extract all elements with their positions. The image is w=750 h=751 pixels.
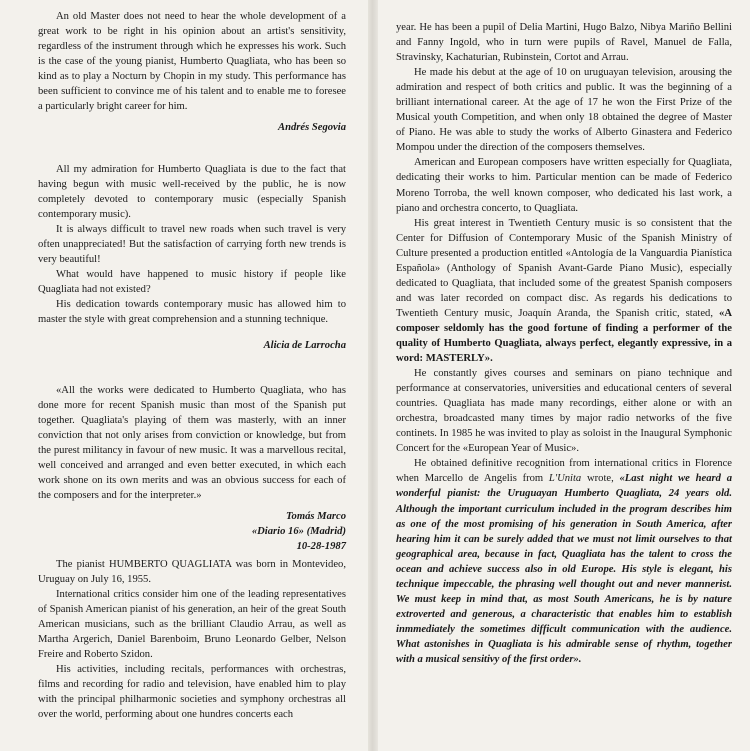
bio-paragraph-2: International critics consider him one of the leading representatives of Spanish American pianist of his generation, an heir of the great South American musicians, such as the brilliant Claudio Arrau, as well as Martha Argerich, Daniel Barenboim, Bruno Leonardo Gelber, Nelson Freire and Roberto Szidon. [38, 589, 346, 661]
florence-intro: He obtained definitive recognition from international critics in Florence when Marcello de Angelis from [396, 458, 732, 485]
segovia-signature: Andrés Segovia [278, 122, 346, 134]
bio-paragraph-composers: American and European composers have written especially for Quagliata, dedicating their works to him. Particular mention can be made of Federico Moreno Torroba, the well known composer, who dedicated his last work, a piano and orchestra concerto, to Quagliata. [396, 157, 732, 214]
page-gutter [368, 0, 378, 751]
bio-paragraph-1: The pianist HUMBERTO QUAGLIATA was born in Montevideo, Uruguay on July 16, 1955. [38, 559, 346, 586]
bio-paragraph-florence [396, 456, 732, 667]
florence-wrote: wrote, [581, 473, 620, 485]
biography-start [38, 557, 346, 723]
left-page [0, 0, 368, 751]
de-angelis-quote: «Last night we heard a wonderful pianist: the Uruguayan Humberto Quagliata, 24 years old. Although the important curriculum included in the program describes him as one of the most promising of his generation in South America, after hearing him it can be surely added that we must not limit ourselves to that geographical area, because in fact, Quagliata has the talent to cross the ocean and achieve success also in old Europe. His style is elegant, his technique impeccable, the phrasing well thought out and never mannerist. We must keep in mind that, as most South Americans, he is by nature extroverted and generous, a characteristic that enables him to establish inmmediately the sometimes difficult communication with the audience. What astonishes in Quagliata is his admirable sense of rhythm, together with a musical sensitivy of the first order». [396, 473, 732, 665]
aranda-quote: «A composer seldomly has the good fortune of finding a performer of the quality of Humberto Quagliata, always perfect, elegantly expressive, in a word: MASTERLY». [396, 307, 732, 365]
marco-text: «All the works were dedicated to Humberto Quagliata, who has done more for recent Spanish music than most of the Spanish put together. Quagliata's playing of them was masterly, with an inner conviction that not only arises from conviction or knowledge, but from the purest militancy in favour of new music. It was a marvellous recital, well conceived and arranged and even better executed, in which each work shone on its own merits and was an obvious success for each of the composers and for the interpreter.» [38, 385, 346, 502]
right-page [378, 0, 750, 751]
marco-signature-source: «Diario 16» (Madrid) [251, 526, 346, 538]
larrocha-quote [38, 162, 346, 353]
bio-paragraph-debut: He made his debut at the age of 10 on uruguayan television, arousing the admiration and respect of both critics and public. It was the beginning of a brilliant international career. At the age of 17 he won the First Prize of the Musical youth Competition, and when only 18 obtained the degree of Master of Piano. He was able to study the works of Alberto Ginastera and Federico Mompou under the direction of the composers themselves. [396, 67, 732, 154]
marco-quote [38, 383, 346, 554]
aranda-intro: His great interest in Twentieth Century music is so consistent that the Center for Diffusion of Contemporary Music of the Spanish Ministry of Culture presented a production entitled «Antología de la Vanguardia Pianística Española» (Anthology of Spanish Avant-Garde Piano Music), especially dedicated to Quagliata, that included some of the greatest Spanish composers and was later recorded on compact disc. As regards his dedications to Twentieth Century music, Joaquín Aranda, the Spanish critic, stated, [396, 217, 732, 319]
larrocha-paragraph-2: It is always difficult to travel new roads when such travel is very often unappreciated! But the satisfaction of carrying forth new trends is very beautiful! [38, 224, 346, 266]
larrocha-signature: Alicia de Larrocha [263, 339, 346, 351]
bio-paragraph-teachers: year. He has been a pupil of Delia Martini, Hugo Balzo, Nibya Mariño Bellini and Fanny Ingold, who in turn were pupils of Ravel, Manuel de Falla, Stravinsky, Kachaturian, Rubinstein, Cortot and Arrau. [396, 22, 732, 64]
larrocha-paragraph-4: His dedication towards contemporary music has allowed him to master the style with great comprehension and a stunning technique. [38, 299, 346, 326]
marco-signature-name: Tomás Marco [286, 511, 346, 523]
marco-signature-date: 10-28-1987 [296, 541, 346, 553]
bio-paragraph-twentieth-century [396, 216, 732, 366]
segovia-text: An old Master does not need to hear the whole development of a great work to be right in his opinion about an artist's sensitivity, regardless of the instrument through which he expresses his work. Such is the case of the young pianist, Humberto Quagliata, who has been so kind as to play a Nocturn by Chopin in my study. This performance has been sufficient to convince me of his talent and to enable me to foresee a particularly bright career for him. [38, 11, 346, 113]
segovia-quote [38, 9, 346, 135]
larrocha-paragraph-1: All my admiration for Humberto Quagliata is due to the fact that having begun with music well-received by the public, he is now completely devoted to contemporary music (especially Spanish contemporary music). [38, 164, 346, 221]
bio-paragraph-3: His activities, including recitals, performances with orchestras, films and recording for radio and television, have enabled him to play with the principal philharmonic societies and symphony orchestras all over the world, performing about one hundres concerts each [38, 664, 346, 721]
larrocha-paragraph-3: What would have happened to music history if people like Quagliata had not existed? [38, 269, 346, 296]
newspaper-name: L'Unita [548, 473, 582, 485]
bio-paragraph-courses: He constantly gives courses and seminars on piano technique and performance at conservatories, universities and educational centers of several countries. Quagliata has made many recordings, either alone or with an orchestra, broadcasted many times by major radio networks of the five continets. In 1985 he was invited to play as soloist in the Inaugural Symphonic Concert for the «European Year of Music». [396, 368, 732, 455]
biography-continued [396, 20, 732, 667]
